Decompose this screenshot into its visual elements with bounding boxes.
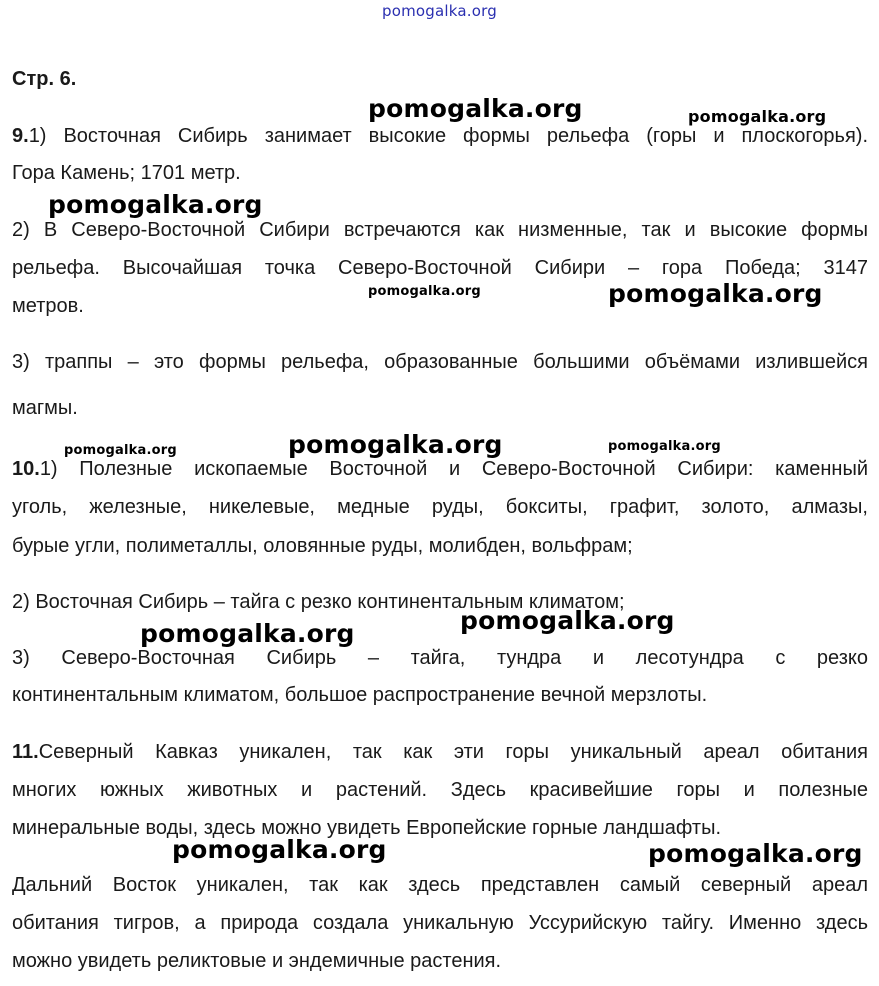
q11-line-5: обитания тигров, а природа создала уникальную Уссурийскую тайгу. Именно здесь — [12, 912, 868, 934]
q10-line-5: 3) Северо-Восточная Сибирь – тайга, тундра и лесотундра с резко — [12, 647, 868, 669]
watermark: pomogalka.org — [64, 443, 177, 458]
watermark: pomogalka.org — [688, 107, 827, 126]
q10-text-1: 1) Полезные ископаемые Восточной и Северо-Восточной Сибири: каменный — [39, 458, 868, 480]
q9-line-1 — [12, 124, 868, 148]
q11-line-4: Дальний Восток уникален, так как здесь представлен самый северный ареал — [12, 874, 868, 896]
q9-line-7: магмы. — [12, 397, 78, 419]
q10-number: 10. — [12, 458, 40, 480]
watermark: pomogalka.org — [608, 439, 721, 454]
q9-line-4: рельефа. Высочайшая точка Северо-Восточной Сибири – гора Победа; 3147 — [12, 257, 868, 279]
watermark: pomogalka.org — [288, 430, 503, 459]
q11-line-6: можно увидеть реликтовые и эндемичные растения. — [12, 950, 502, 972]
q11-line-1 — [12, 740, 868, 764]
watermark-top: pomogalka.org — [382, 2, 497, 20]
q10-line-4: 2) Восточная Сибирь – тайга с резко континентальным климатом; — [12, 591, 625, 613]
q11-number: 11. — [12, 741, 39, 763]
watermark: pomogalka.org — [172, 835, 387, 864]
q9-text-1: 1) Восточная Сибирь занимает высокие формы рельефа (горы и плоскогорья). — [28, 125, 868, 147]
watermark: pomogalka.org — [460, 606, 675, 635]
q11-line-2: многих южных животных и растений. Здесь красивейшие горы и полезные — [12, 779, 868, 801]
q10-line-3: бурые угли, полиметаллы, оловянные руды, молибден, вольфрам; — [12, 535, 633, 557]
q10-line-1 — [12, 457, 868, 481]
q9-line-3: 2) В Северо-Восточной Сибири встречаются как низменные, так и высокие формы — [12, 219, 868, 241]
page-title: Стр. 6. — [12, 68, 77, 90]
q10-line-2: уголь, железные, никелевые, медные руды, бокситы, графит, золото, алмазы, — [12, 496, 868, 518]
q9-line-6: 3) траппы – это формы рельефа, образованные большими объёмами излившейся — [12, 351, 868, 373]
watermark: pomogalka.org — [608, 279, 823, 308]
watermark: pomogalka.org — [48, 190, 263, 219]
q10-line-6: континентальным климатом, большое распространение вечной мерзлоты. — [12, 684, 708, 706]
watermark: pomogalka.org — [368, 284, 481, 299]
watermark: pomogalka.org — [368, 94, 583, 123]
q11-line-3: минеральные воды, здесь можно увидеть Европейские горные ландшафты. — [12, 817, 722, 839]
q9-number: 9. — [12, 125, 29, 147]
q9-line-5: метров. — [12, 295, 84, 317]
watermark: pomogalka.org — [648, 839, 863, 868]
q11-text-1: Северный Кавказ уникален, так как эти горы уникальный ареал обитания — [38, 741, 868, 763]
q9-line-2: Гора Камень; 1701 метр. — [12, 162, 241, 184]
watermark: pomogalka.org — [140, 619, 355, 648]
